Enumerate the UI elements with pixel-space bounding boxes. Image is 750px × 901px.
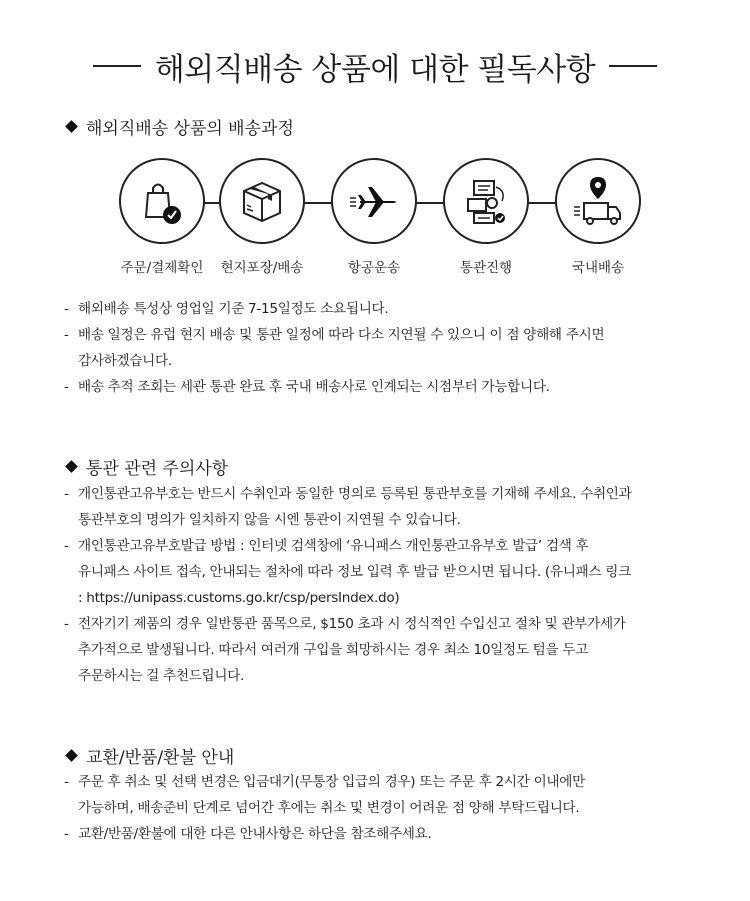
returns-notes-list: [64, 769, 704, 847]
process-step-label: 항공운송: [347, 260, 401, 276]
list-item: - 배송 일정은 유럽 현지 배송 및 통관 일정에 따라 다소 지연될 수 있으니 이 점 양해해 주시면 감사하겠습니다.: [64, 322, 704, 374]
process-step-label: 통관진행: [459, 260, 513, 276]
process-step-order: [117, 158, 207, 276]
list-item: - 주문 후 취소 및 선택 변경은 입금대기(무통장 입급의 경우) 또는 주문 후 2시간 이내에만 가능하며, 배송준비 단계로 넘어간 후에는 취소 및 변경이 어려운 점 양해 부탁드립니다.: [64, 769, 704, 821]
process-step-label: 주문/결제확인: [120, 260, 204, 276]
list-item: - 개인통관고유부호발급 방법 : 인터넷 검색창에 ‘유니패스 개인통관고유부호 발급’ 검색 후 유니패스 사이트 접속, 안내되는 절차에 따라 정보 입력 후 발급 받으시면 됩니다. (유니패스 링크 : https://unipass.customs.go.kr/csp/persIndex.do): [64, 533, 704, 611]
section-heading-customs: [64, 454, 228, 479]
process-step-customs: [441, 158, 531, 276]
title-divider-right: [609, 65, 657, 67]
process-step-air: [329, 158, 419, 276]
delivery-truck-icon: [570, 173, 626, 229]
package-box-icon: [234, 173, 290, 229]
shipping-notes-list: [64, 296, 704, 400]
diamond-bullet-icon: [65, 460, 78, 473]
process-step-domestic: [553, 158, 643, 276]
process-step-packing: [217, 158, 307, 276]
diamond-bullet-icon: [65, 749, 78, 762]
diamond-bullet-icon: [65, 120, 78, 133]
list-item: - 전자기기 제품의 경우 일반통관 품목으로, $150 초과 시 정식적인 수입신고 절차 및 관부가세가 추가적으로 발생됩니다. 따라서 여러개 구입을 희망하시는 경우 최소 10일정도 텀을 두고 주문하시는 걸 추천드립니다.: [64, 611, 704, 689]
section-heading-text: 통관 관련 주의사항: [86, 459, 229, 479]
page-title: 해외직배송 상품에 대한 필독사항: [154, 51, 596, 88]
process-step-label: 국내배송: [571, 260, 625, 276]
title-divider-left: [93, 65, 141, 67]
list-item: - 해외배송 특성상 영업일 기준 7-15일정도 소요됩니다.: [64, 296, 704, 322]
section-heading-text: 교환/반품/환불 안내: [86, 748, 235, 768]
process-step-label: 현지포장/배송: [220, 260, 304, 276]
section-heading-text: 해외직배송 상품의 배송과정: [86, 119, 294, 139]
shipping-process-diagram: [0, 158, 750, 288]
list-item: - 교환/반품/환불에 대한 다른 안내사항은 하단을 참조해주세요.: [64, 821, 704, 847]
airplane-icon: [346, 173, 402, 229]
shopping-bag-check-icon: [134, 173, 190, 229]
customs-documents-icon: [458, 173, 514, 229]
section-heading-returns: [64, 743, 234, 768]
customs-notes-list: [64, 481, 704, 689]
page-title-row: [0, 36, 750, 96]
list-item: - 배송 추적 조회는 세관 통관 완료 후 국내 배송사로 인계되는 시점부터 가능합니다.: [64, 374, 704, 400]
list-item: - 개인통관고유부호는 반드시 수취인과 동일한 명의로 등록된 통관부호를 기재해 주세요. 수취인과 통관부호의 명의가 일치하지 않을 시엔 통관이 지연될 수 있습니다.: [64, 481, 704, 533]
section-heading-shipping: [64, 114, 294, 139]
